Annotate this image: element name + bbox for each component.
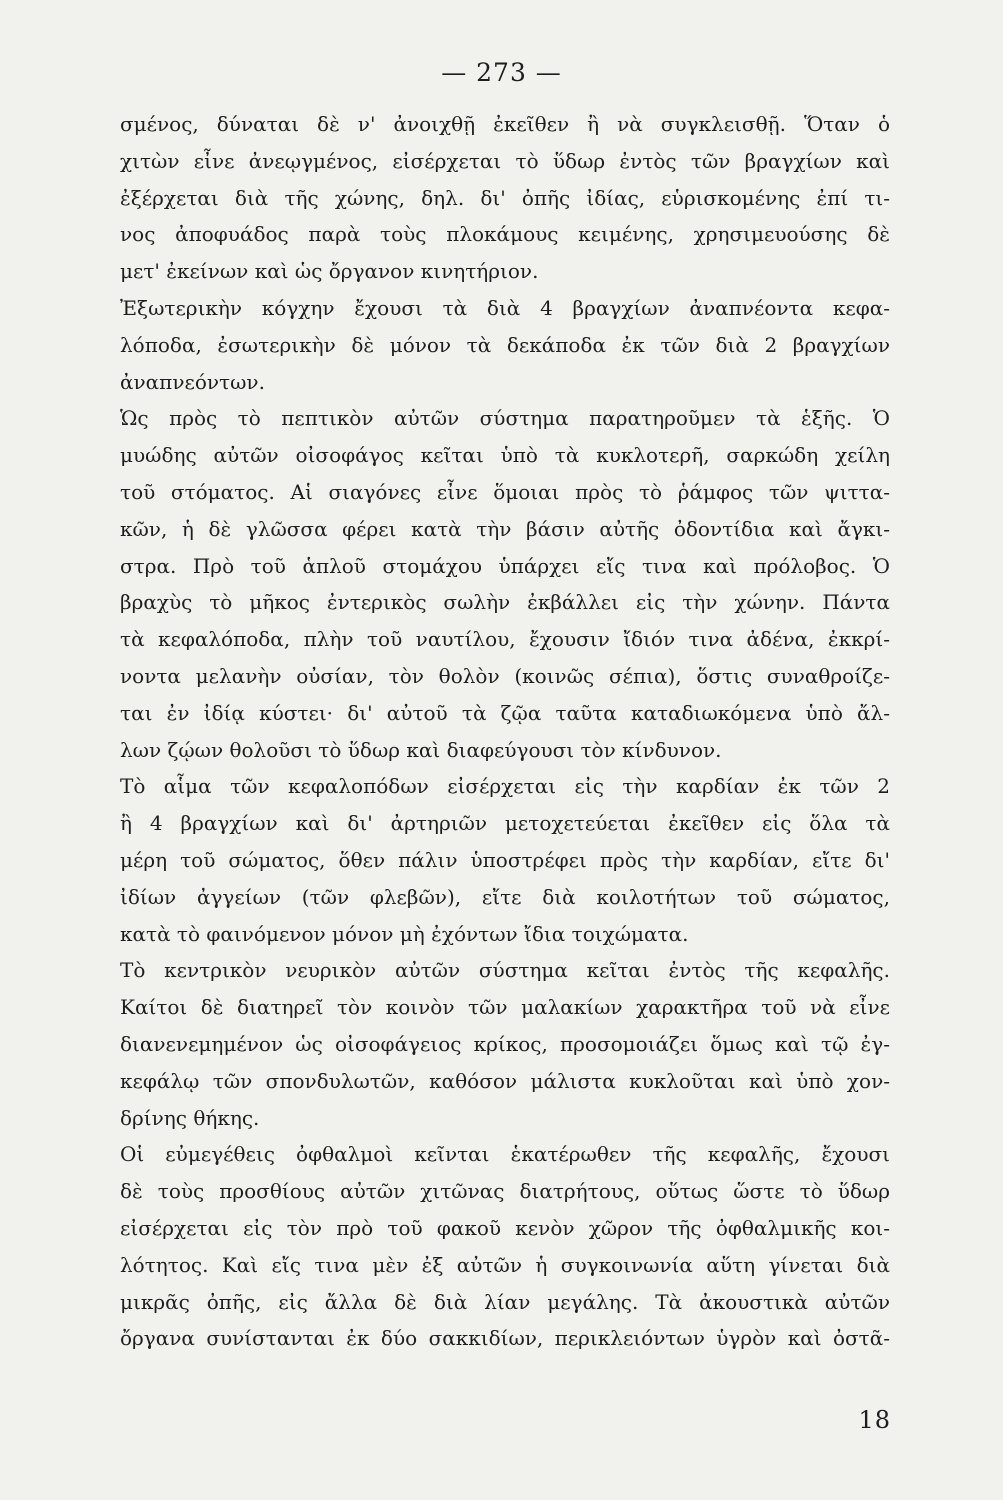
signature-mark: 18 xyxy=(858,1406,891,1434)
text-line: μικρᾶς ὀπῆς, εἰς ἄλλα δὲ διὰ λίαν μεγάλης. Τὰ ἀκουστικὰ αὐτῶν xyxy=(120,1289,890,1314)
text-line: χιτὼν εἶνε ἀνεῳγμένος, εἰσέρχεται τὸ ὕδωρ ἐντὸς τῶν βραγχίων καὶ xyxy=(120,148,890,173)
text-line: κατὰ τὸ φαινόμενον μόνον μὴ ἐχόντων ἴδια τοιχώματα. xyxy=(120,921,689,946)
text-line: ἐξέρχεται διὰ τῆς χώνης, δηλ. δι' ὀπῆς ἰδίας, εὑρισκομένης ἐπί τι- xyxy=(120,185,890,210)
page-number: — 273 — xyxy=(441,58,562,87)
text-line: ἀναπνεόντων. xyxy=(120,369,265,394)
text-line: Καίτοι δὲ διατηρεῖ τὸν κοινὸν τῶν μαλακίων χαρακτῆρα τοῦ νὰ εἶνε xyxy=(120,995,890,1020)
paragraph-start-line: Οἱ εὐμεγέθεις ὀφθαλμοὶ κεῖνται ἑκατέρωθεν τῆς κεφαλῆς, ἔχουσι xyxy=(120,1142,890,1167)
body-text xyxy=(120,106,890,1357)
paragraph-start-line: Ὡς πρὸς τὸ πεπτικὸν αὐτῶν σύστημα παρατηροῦμεν τὰ ἑξῆς. Ὁ xyxy=(120,406,890,431)
text-line: δὲ τοὺς προσθίους αὐτῶν χιτῶνας διατρήτους, οὕτως ὥστε τὸ ὕδωρ xyxy=(120,1179,890,1204)
text-line: βραχὺς τὸ μῆκος ἐντερικὸς σωλὴν ἐκβάλλει εἰς τὴν χώνην. Πάντα xyxy=(120,590,890,615)
paragraph-start-line: Τὸ κεντρικὸν νευρικὸν αὐτῶν σύστημα κεῖται ἐντὸς τῆς κεφαλῆς. xyxy=(120,958,890,983)
text-line: ὄργανα συνίστανται ἐκ δύο σακκιδίων, περικλειόντων ὑγρὸν καὶ ὀστᾶ- xyxy=(120,1326,890,1351)
paragraph-start-line: Ἐξωτερικὴν κόγχην ἔχουσι τὰ διὰ 4 βραγχίων ἀναπνέοντα κεφα- xyxy=(120,295,890,320)
text-line: ἢ 4 βραγχίων καὶ δι' ἀρτηριῶν μετοχετεύεται ἐκεῖθεν εἰς ὅλα τὰ xyxy=(120,811,890,836)
text-line: ἰδίων ἀγγείων (τῶν φλεβῶν), εἴτε διὰ κοιλοτήτων τοῦ σώματος, xyxy=(120,884,890,909)
text-line: διανενεμημένον ὡς οἰσοφάγειος κρίκος, προσομοιάζει ὅμως καὶ τῷ ἐγ- xyxy=(120,1031,890,1056)
text-line: λων ζῴων θολοῦσι τὸ ὕδωρ καὶ διαφεύγουσι τὸν κίνδυνον. xyxy=(120,737,722,762)
text-line: τοῦ στόματος. Αἱ σιαγόνες εἶνε ὅμοιαι πρὸς τὸ ῥάμφος τῶν ψιττα- xyxy=(120,479,890,504)
text-line: λόποδα, ἐσωτερικὴν δὲ μόνον τὰ δεκάποδα ἐκ τῶν διὰ 2 βραγχίων xyxy=(120,332,890,357)
text-line: ται ἐν ἰδίᾳ κύστει· δι' αὐτοῦ τὰ ζῷα ταῦτα καταδιωκόμενα ὑπὸ ἄλ- xyxy=(120,700,890,725)
text-line: μέρη τοῦ σώματος, ὅθεν πάλιν ὑποστρέφει πρὸς τὴν καρδίαν, εἴτε δι' xyxy=(120,847,890,872)
text-line: σμένος, δύναται δὲ ν' ἀνοιχθῇ ἐκεῖθεν ἢ νὰ συγκλεισθῇ. Ὅταν ὁ xyxy=(120,112,890,136)
text-line: λότητος. Καὶ εἴς τινα μὲν ἐξ αὐτῶν ἡ συγκοινωνία αὕτη γίνεται διὰ xyxy=(120,1252,890,1277)
text-line: εἰσέρχεται εἰς τὸν πρὸ τοῦ φακοῦ κενὸν χῶρον τῆς ὀφθαλμικῆς κοι- xyxy=(120,1215,890,1240)
text-line: νος ἀποφυάδος παρὰ τοὺς πλοκάμους κειμένης, χρησιμευούσης δὲ xyxy=(120,222,890,247)
text-line: νοντα μελανὴν οὐσίαν, τὸν θολὸν (κοινῶς σέπια), ὅστις συναθροίζε- xyxy=(120,663,890,688)
text-line: τὰ κεφαλόποδα, πλὴν τοῦ ναυτίλου, ἔχουσιν ἴδιόν τινα ἀδένα, ἐκκρί- xyxy=(120,627,890,652)
text-line: στρα. Πρὸ τοῦ ἁπλοῦ στομάχου ὑπάρχει εἴς τινα καὶ πρόλοβος. Ὁ xyxy=(120,553,890,578)
text-line: μετ' ἐκείνων καὶ ὡς ὄργανον κινητήριον. xyxy=(120,259,539,284)
text-line: κεφάλῳ τῶν σπονδυλωτῶν, καθόσον μάλιστα κυκλοῦται καὶ ὑπὸ χον- xyxy=(120,1068,890,1093)
text-line: δρίνης θήκης. xyxy=(120,1105,260,1130)
text-line: μυώδης αὐτῶν οἰσοφάγος κεῖται ὑπὸ τὰ κυκλοτερῆ, σαρκώδη χείλη xyxy=(120,443,890,468)
paragraph-start-line: Τὸ αἷμα τῶν κεφαλοπόδων εἰσέρχεται εἰς τὴν καρδίαν ἐκ τῶν 2 xyxy=(120,774,890,799)
text-line: κῶν, ἡ δὲ γλῶσσα φέρει κατὰ τὴν βάσιν αὐτῆς ὀδοντίδια καὶ ἄγκι- xyxy=(120,516,890,541)
